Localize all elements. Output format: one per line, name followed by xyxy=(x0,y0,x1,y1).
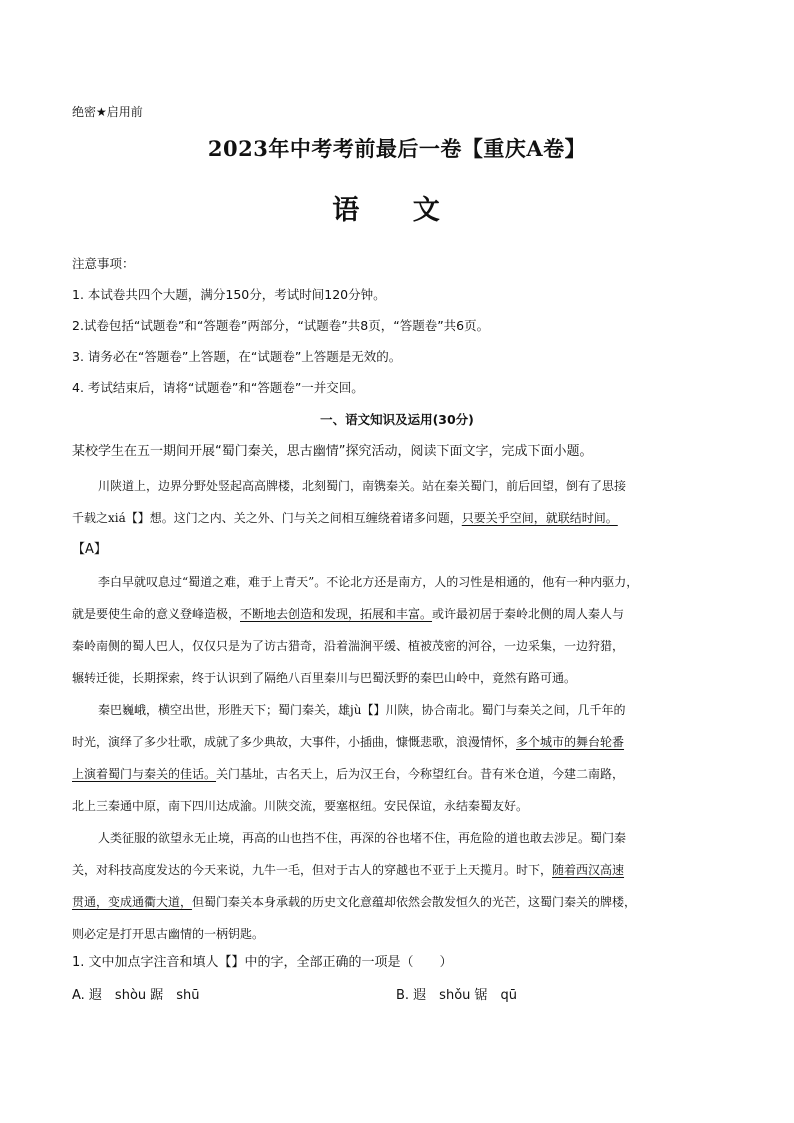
passage-line: 李白早就叹息过“蜀道之难，难于上青天”。不论北方还是南方，人的习性是相通的，他有一种内驱力， xyxy=(98,575,639,589)
question-stem: 1. 文中加点字注音和填人【】中的字，全部正确的一项是（ ） xyxy=(72,955,453,970)
exam-title: 2023年中考考前最后一卷【重庆A卷】 xyxy=(207,136,587,161)
passage-text: 关门基址，古名天上，后为汉王台，今称望红台。昔有米仓道，今建二南路， xyxy=(216,767,625,781)
note-item: 4. 考试结束后，请将“试题卷”和“答题卷”一并交回。 xyxy=(72,380,364,395)
section-title: 一、语文知识及运用(30分) xyxy=(320,412,474,427)
passage-line: 辗转迁徙，长期探索，终于认识到了隔绝八百里秦川与巴蜀沃野的秦巴山岭中，竟然有路可通。 xyxy=(72,671,577,685)
passage-line: 秦巴巍峨，横空出世，形胜天下；蜀门秦关，雄jù【】川陕，协合南北。蜀门与秦关之间，几千年的 xyxy=(98,703,626,717)
passage-line: 川陕道上，边界分野处竖起高高牌楼，北刻蜀门，南镌秦关。站在秦关蜀门，前后回望，倒有了思接 xyxy=(98,479,627,493)
underlined-sentence: 贯通，变成通衢大道， xyxy=(72,895,193,909)
passage-line: 则必定是打开思古幽情的一柄钥匙。 xyxy=(72,927,265,941)
underlined-sentence: 多个城市的舞台轮番 xyxy=(516,735,625,749)
notes-heading: 注意事项： xyxy=(72,256,135,271)
option-a: A. 遐 shòu 踞 shū xyxy=(72,988,200,1003)
passage-line xyxy=(72,730,720,762)
note-item: 3. 请务必在“答题卷”上答题，在“试题卷”上答题是无效的。 xyxy=(72,349,402,364)
passage-line xyxy=(72,602,720,634)
passage-line: 秦岭南侧的蜀人巴人，仅仅只是为了访古猎奇，沿着湍涧平缓、植被茂密的河谷，一边采集，一边狩猎， xyxy=(72,639,625,653)
passage-line xyxy=(72,506,720,538)
passage-line: 人类征服的欲望永无止境，再高的山也挡不住，再深的谷也堵不住，再危险的道也敢去涉足。蜀门秦 xyxy=(98,831,627,845)
note-item: 2.试卷包括“试题卷”和“答题卷”两部分，“试题卷”共8页，“答题卷”共6页。 xyxy=(72,318,490,333)
passage-text: 就是要使生命的意义登峰造极， xyxy=(72,607,241,621)
option-b: B. 遐 shǒu 锯 qū xyxy=(396,988,518,1003)
notes-block xyxy=(72,254,732,409)
passage-text: 或许最初居于秦岭北侧的周人秦人与 xyxy=(432,607,625,621)
marker-a: 【A】 xyxy=(72,542,107,557)
underlined-sentence: 上演着蜀门与秦关的佳话。 xyxy=(72,767,217,781)
intro-text: 某校学生在五一期间开展“蜀门秦关，思古幽情”探究活动，阅读下面文字，完成下面小题。 xyxy=(72,444,593,459)
secret-label: 绝密★启用前 xyxy=(72,105,143,119)
underlined-sentence: 随着西汉高速 xyxy=(552,863,625,877)
passage-line xyxy=(72,858,720,890)
passage-line xyxy=(72,762,720,794)
passage-text: 千载之xiá【】想。这门之内、关之外、门与关之间相互缠绕着诸多问题， xyxy=(72,511,462,525)
underlined-sentence: 只要关乎空间，就联结时间。 xyxy=(461,511,618,525)
underlined-sentence: 不断地去创造和发现，拓展和丰富。 xyxy=(240,607,433,621)
subject-title: 语 文 xyxy=(332,195,462,226)
reading-passage xyxy=(72,474,720,954)
passage-text: 但蜀门秦关本身承载的历史文化意蕴却依然会散发恒久的光芒，这蜀门秦关的牌楼， xyxy=(192,895,637,909)
passage-line: 北上三秦通中原，南下四川达成渝。川陕交流，要塞枢纽。安民保谊，永结秦蜀友好。 xyxy=(72,799,529,813)
passage-text: 关，对科技高度发达的今天来说，九牛一毛，但对于古人的穿越也不亚于上天揽月。时下， xyxy=(72,863,553,877)
passage-text: 时光，演绎了多少壮歌，成就了多少典故，大事件，小插曲，慷慨悲歌，浪漫情怀， xyxy=(72,735,517,749)
note-item: 1. 本试卷共四个大题，满分150分，考试时间120分钟。 xyxy=(72,287,386,302)
passage-line xyxy=(72,890,720,922)
